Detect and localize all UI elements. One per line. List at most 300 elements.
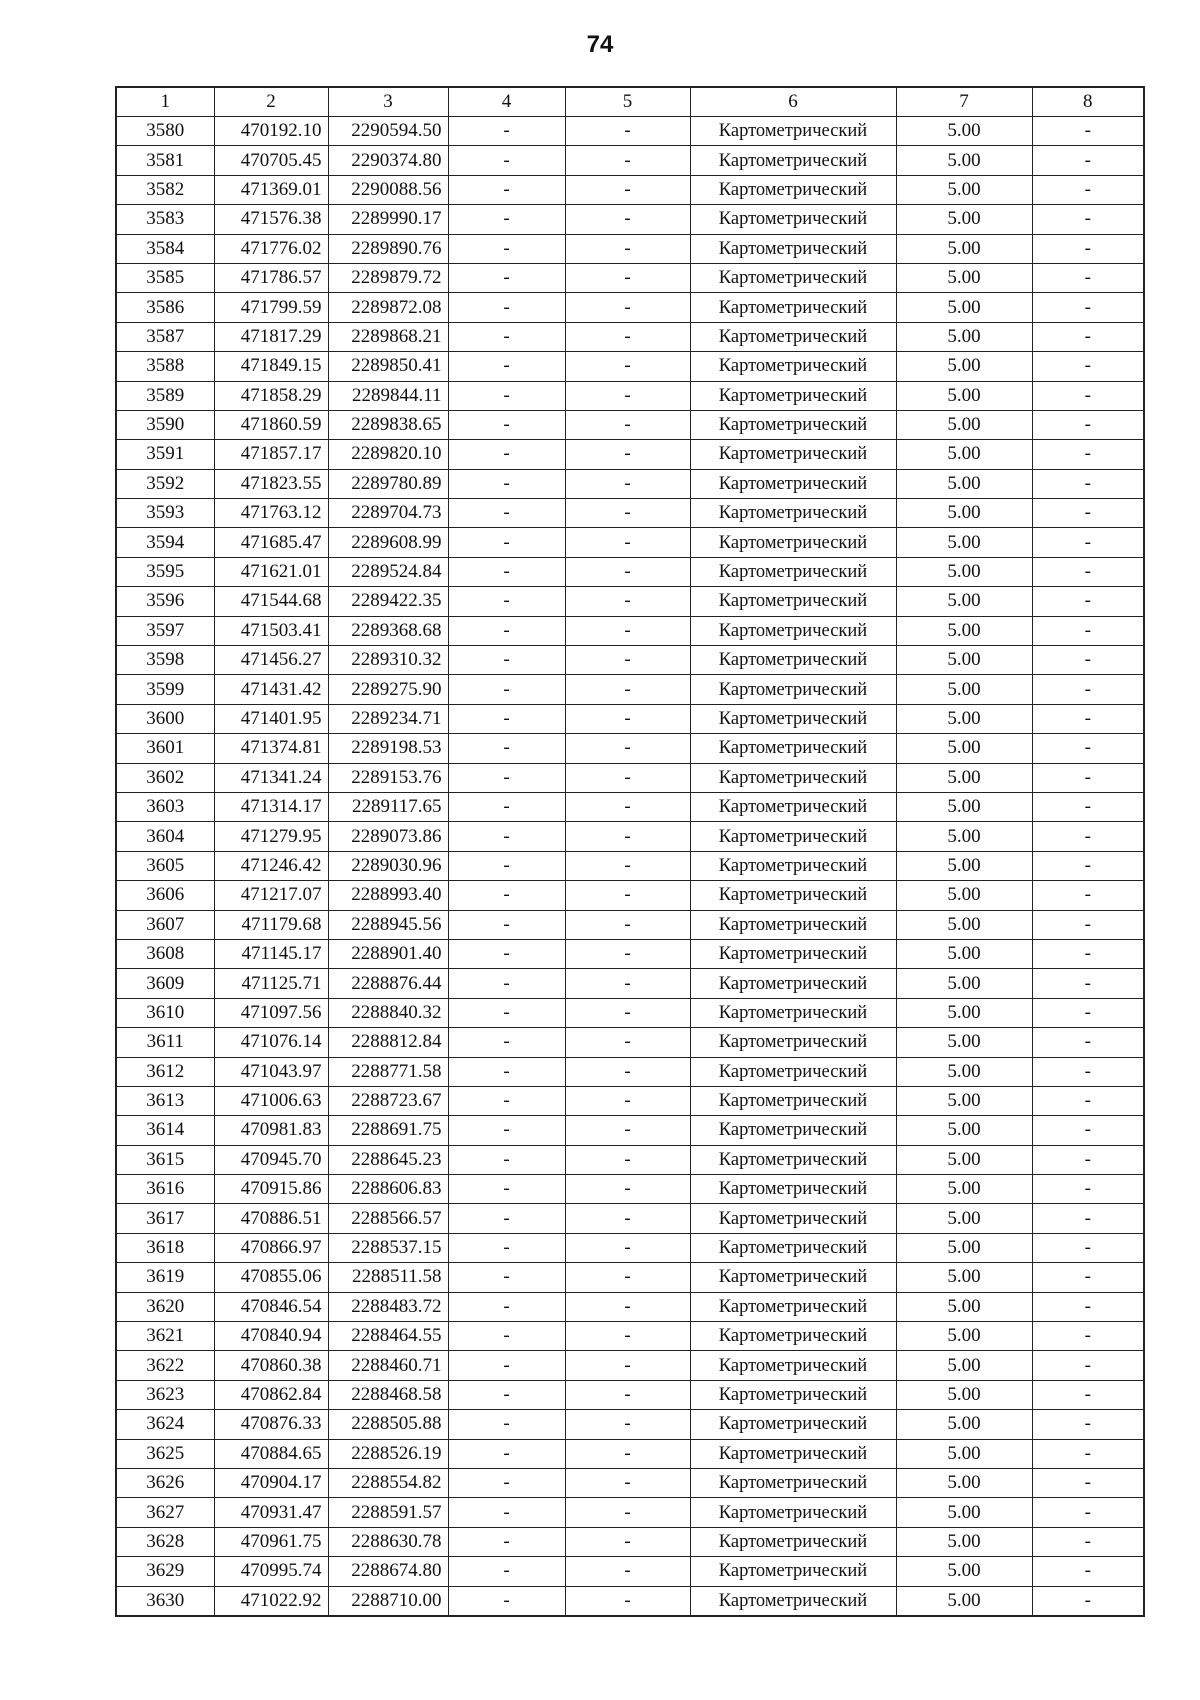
table-row	[116, 352, 1144, 381]
column-8-cell: -	[1032, 469, 1144, 498]
y-coordinate-cell: 2288691.75	[328, 1116, 448, 1145]
column-4-cell: -	[448, 117, 565, 146]
column-8-cell: -	[1032, 1410, 1144, 1439]
table-row	[116, 322, 1144, 351]
column-4-cell: -	[448, 675, 565, 704]
y-coordinate-cell: 2288606.83	[328, 1175, 448, 1204]
x-coordinate-cell: 471341.24	[214, 763, 328, 792]
x-coordinate-cell: 470840.94	[214, 1322, 328, 1351]
column-8-cell: -	[1032, 1175, 1144, 1204]
y-coordinate-cell: 2288645.23	[328, 1145, 448, 1174]
table-row	[116, 1292, 1144, 1321]
column-4-cell: -	[448, 1468, 565, 1497]
table-row	[116, 646, 1144, 675]
accuracy-cell: 5.00	[896, 440, 1032, 469]
point-number-cell: 3627	[116, 1498, 214, 1527]
table-row	[116, 557, 1144, 586]
y-coordinate-cell: 2288771.58	[328, 1057, 448, 1086]
table-row	[116, 675, 1144, 704]
x-coordinate-cell: 470995.74	[214, 1557, 328, 1586]
column-4-cell: -	[448, 1557, 565, 1586]
y-coordinate-cell: 2289030.96	[328, 851, 448, 880]
column-5-cell: -	[565, 499, 690, 528]
column-5-cell: -	[565, 1468, 690, 1497]
method-cell: Картометрический	[690, 1468, 896, 1497]
column-5-cell: -	[565, 293, 690, 322]
column-4-cell: -	[448, 175, 565, 204]
x-coordinate-cell: 471857.17	[214, 440, 328, 469]
accuracy-cell: 5.00	[896, 822, 1032, 851]
column-header: 5	[565, 87, 690, 117]
column-5-cell: -	[565, 1586, 690, 1616]
accuracy-cell: 5.00	[896, 1145, 1032, 1174]
column-header: 2	[214, 87, 328, 117]
y-coordinate-cell: 2289310.32	[328, 646, 448, 675]
x-coordinate-cell: 471544.68	[214, 587, 328, 616]
column-5-cell: -	[565, 440, 690, 469]
x-coordinate-cell: 471179.68	[214, 910, 328, 939]
method-cell: Картометрический	[690, 1410, 896, 1439]
accuracy-cell: 5.00	[896, 1116, 1032, 1145]
table-row	[116, 499, 1144, 528]
y-coordinate-cell: 2289838.65	[328, 410, 448, 439]
accuracy-cell: 5.00	[896, 969, 1032, 998]
x-coordinate-cell: 471763.12	[214, 499, 328, 528]
column-4-cell: -	[448, 557, 565, 586]
column-5-cell: -	[565, 1380, 690, 1409]
x-coordinate-cell: 470915.86	[214, 1175, 328, 1204]
x-coordinate-cell: 470886.51	[214, 1204, 328, 1233]
table-row	[116, 1145, 1144, 1174]
column-5-cell: -	[565, 1116, 690, 1145]
table-row	[116, 528, 1144, 557]
point-number-cell: 3581	[116, 146, 214, 175]
point-number-cell: 3599	[116, 675, 214, 704]
x-coordinate-cell: 471125.71	[214, 969, 328, 998]
table-row	[116, 910, 1144, 939]
x-coordinate-cell: 471097.56	[214, 998, 328, 1027]
method-cell: Картометрический	[690, 440, 896, 469]
point-number-cell: 3614	[116, 1116, 214, 1145]
method-cell: Картометрический	[690, 499, 896, 528]
column-4-cell: -	[448, 792, 565, 821]
method-cell: Картометрический	[690, 734, 896, 763]
column-5-cell: -	[565, 1557, 690, 1586]
point-number-cell: 3595	[116, 557, 214, 586]
column-4-cell: -	[448, 1204, 565, 1233]
x-coordinate-cell: 471006.63	[214, 1086, 328, 1115]
column-8-cell: -	[1032, 1204, 1144, 1233]
point-number-cell: 3605	[116, 851, 214, 880]
column-5-cell: -	[565, 587, 690, 616]
accuracy-cell: 5.00	[896, 1233, 1032, 1262]
y-coordinate-cell: 2288630.78	[328, 1527, 448, 1556]
column-8-cell: -	[1032, 1351, 1144, 1380]
method-cell: Картометрический	[690, 557, 896, 586]
y-coordinate-cell: 2289198.53	[328, 734, 448, 763]
point-number-cell: 3609	[116, 969, 214, 998]
column-4-cell: -	[448, 881, 565, 910]
column-5-cell: -	[565, 1292, 690, 1321]
point-number-cell: 3602	[116, 763, 214, 792]
column-8-cell: -	[1032, 1498, 1144, 1527]
column-4-cell: -	[448, 410, 565, 439]
y-coordinate-cell: 2288464.55	[328, 1322, 448, 1351]
y-coordinate-cell: 2289872.08	[328, 293, 448, 322]
method-cell: Картометрический	[690, 1557, 896, 1586]
column-5-cell: -	[565, 146, 690, 175]
method-cell: Картометрический	[690, 234, 896, 263]
method-cell: Картометрический	[690, 1322, 896, 1351]
y-coordinate-cell: 2288876.44	[328, 969, 448, 998]
column-4-cell: -	[448, 469, 565, 498]
table-row	[116, 851, 1144, 880]
method-cell: Картометрический	[690, 910, 896, 939]
x-coordinate-cell: 471022.92	[214, 1586, 328, 1616]
accuracy-cell: 5.00	[896, 1468, 1032, 1497]
accuracy-cell: 5.00	[896, 851, 1032, 880]
column-4-cell: -	[448, 499, 565, 528]
x-coordinate-cell: 471860.59	[214, 410, 328, 439]
table-row	[116, 969, 1144, 998]
point-number-cell: 3620	[116, 1292, 214, 1321]
column-5-cell: -	[565, 175, 690, 204]
method-cell: Картометрический	[690, 1586, 896, 1616]
table-row	[116, 117, 1144, 146]
point-number-cell: 3593	[116, 499, 214, 528]
column-4-cell: -	[448, 1145, 565, 1174]
accuracy-cell: 5.00	[896, 881, 1032, 910]
x-coordinate-cell: 471817.29	[214, 322, 328, 351]
column-8-cell: -	[1032, 117, 1144, 146]
accuracy-cell: 5.00	[896, 146, 1032, 175]
x-coordinate-cell: 471858.29	[214, 381, 328, 410]
column-8-cell: -	[1032, 1468, 1144, 1497]
column-4-cell: -	[448, 1116, 565, 1145]
column-5-cell: -	[565, 322, 690, 351]
table-row	[116, 1439, 1144, 1468]
column-4-cell: -	[448, 1439, 565, 1468]
column-4-cell: -	[448, 1028, 565, 1057]
x-coordinate-cell: 471823.55	[214, 469, 328, 498]
y-coordinate-cell: 2288468.58	[328, 1380, 448, 1409]
column-4-cell: -	[448, 616, 565, 645]
table-row	[116, 469, 1144, 498]
accuracy-cell: 5.00	[896, 352, 1032, 381]
column-8-cell: -	[1032, 763, 1144, 792]
point-number-cell: 3582	[116, 175, 214, 204]
accuracy-cell: 5.00	[896, 410, 1032, 439]
column-8-cell: -	[1032, 1263, 1144, 1292]
y-coordinate-cell: 2288723.67	[328, 1086, 448, 1115]
point-number-cell: 3624	[116, 1410, 214, 1439]
column-5-cell: -	[565, 881, 690, 910]
method-cell: Картометрический	[690, 146, 896, 175]
x-coordinate-cell: 471043.97	[214, 1057, 328, 1086]
method-cell: Картометрический	[690, 998, 896, 1027]
table-row	[116, 263, 1144, 292]
column-8-cell: -	[1032, 822, 1144, 851]
column-8-cell: -	[1032, 1322, 1144, 1351]
y-coordinate-cell: 2289990.17	[328, 205, 448, 234]
x-coordinate-cell: 470705.45	[214, 146, 328, 175]
y-coordinate-cell: 2288674.80	[328, 1557, 448, 1586]
point-number-cell: 3589	[116, 381, 214, 410]
column-4-cell: -	[448, 939, 565, 968]
x-coordinate-cell: 471685.47	[214, 528, 328, 557]
table-row	[116, 734, 1144, 763]
column-4-cell: -	[448, 704, 565, 733]
table-row	[116, 1586, 1144, 1616]
y-coordinate-cell: 2288993.40	[328, 881, 448, 910]
y-coordinate-cell: 2289868.21	[328, 322, 448, 351]
column-header: 8	[1032, 87, 1144, 117]
table-row	[116, 587, 1144, 616]
method-cell: Картометрический	[690, 1351, 896, 1380]
x-coordinate-cell: 470862.84	[214, 1380, 328, 1409]
column-5-cell: -	[565, 939, 690, 968]
point-number-cell: 3583	[116, 205, 214, 234]
point-number-cell: 3596	[116, 587, 214, 616]
y-coordinate-cell: 2288460.71	[328, 1351, 448, 1380]
method-cell: Картометрический	[690, 704, 896, 733]
y-coordinate-cell: 2289153.76	[328, 763, 448, 792]
column-4-cell: -	[448, 381, 565, 410]
accuracy-cell: 5.00	[896, 1028, 1032, 1057]
method-cell: Картометрический	[690, 822, 896, 851]
point-number-cell: 3584	[116, 234, 214, 263]
column-8-cell: -	[1032, 616, 1144, 645]
accuracy-cell: 5.00	[896, 499, 1032, 528]
accuracy-cell: 5.00	[896, 998, 1032, 1027]
column-8-cell: -	[1032, 1527, 1144, 1556]
column-8-cell: -	[1032, 410, 1144, 439]
point-number-cell: 3622	[116, 1351, 214, 1380]
column-8-cell: -	[1032, 1380, 1144, 1409]
column-8-cell: -	[1032, 792, 1144, 821]
x-coordinate-cell: 471776.02	[214, 234, 328, 263]
column-5-cell: -	[565, 1439, 690, 1468]
column-8-cell: -	[1032, 528, 1144, 557]
method-cell: Картометрический	[690, 205, 896, 234]
x-coordinate-cell: 470884.65	[214, 1439, 328, 1468]
column-5-cell: -	[565, 969, 690, 998]
column-4-cell: -	[448, 293, 565, 322]
column-8-cell: -	[1032, 646, 1144, 675]
accuracy-cell: 5.00	[896, 1263, 1032, 1292]
y-coordinate-cell: 2289275.90	[328, 675, 448, 704]
accuracy-cell: 5.00	[896, 587, 1032, 616]
point-number-cell: 3610	[116, 998, 214, 1027]
y-coordinate-cell: 2290374.80	[328, 146, 448, 175]
point-number-cell: 3587	[116, 322, 214, 351]
table-row	[116, 1351, 1144, 1380]
column-8-cell: -	[1032, 881, 1144, 910]
x-coordinate-cell: 470945.70	[214, 1145, 328, 1174]
x-coordinate-cell: 471374.81	[214, 734, 328, 763]
y-coordinate-cell: 2289780.89	[328, 469, 448, 498]
table-row	[116, 381, 1144, 410]
table-row	[116, 1410, 1144, 1439]
method-cell: Картометрический	[690, 352, 896, 381]
x-coordinate-cell: 470855.06	[214, 1263, 328, 1292]
x-coordinate-cell: 470846.54	[214, 1292, 328, 1321]
x-coordinate-cell: 471503.41	[214, 616, 328, 645]
column-4-cell: -	[448, 1351, 565, 1380]
method-cell: Картометрический	[690, 1527, 896, 1556]
table-body	[116, 117, 1144, 1616]
accuracy-cell: 5.00	[896, 616, 1032, 645]
x-coordinate-cell: 470866.97	[214, 1233, 328, 1262]
column-4-cell: -	[448, 734, 565, 763]
accuracy-cell: 5.00	[896, 293, 1032, 322]
column-8-cell: -	[1032, 1292, 1144, 1321]
column-4-cell: -	[448, 1410, 565, 1439]
table-row	[116, 822, 1144, 851]
method-cell: Картометрический	[690, 881, 896, 910]
column-8-cell: -	[1032, 557, 1144, 586]
point-number-cell: 3590	[116, 410, 214, 439]
x-coordinate-cell: 471279.95	[214, 822, 328, 851]
table-row	[116, 1057, 1144, 1086]
column-5-cell: -	[565, 1057, 690, 1086]
x-coordinate-cell: 471076.14	[214, 1028, 328, 1057]
accuracy-cell: 5.00	[896, 1498, 1032, 1527]
column-4-cell: -	[448, 205, 565, 234]
point-number-cell: 3612	[116, 1057, 214, 1086]
table-row	[116, 1527, 1144, 1556]
column-5-cell: -	[565, 1028, 690, 1057]
column-8-cell: -	[1032, 1028, 1144, 1057]
column-header: 1	[116, 87, 214, 117]
table-row	[116, 175, 1144, 204]
column-5-cell: -	[565, 646, 690, 675]
table-row	[116, 763, 1144, 792]
x-coordinate-cell: 471314.17	[214, 792, 328, 821]
table-row	[116, 616, 1144, 645]
accuracy-cell: 5.00	[896, 1410, 1032, 1439]
column-4-cell: -	[448, 1086, 565, 1115]
column-4-cell: -	[448, 1263, 565, 1292]
column-8-cell: -	[1032, 263, 1144, 292]
y-coordinate-cell: 2288901.40	[328, 939, 448, 968]
column-8-cell: -	[1032, 352, 1144, 381]
column-4-cell: -	[448, 998, 565, 1027]
column-4-cell: -	[448, 763, 565, 792]
accuracy-cell: 5.00	[896, 1380, 1032, 1409]
accuracy-cell: 5.00	[896, 1086, 1032, 1115]
method-cell: Картометрический	[690, 792, 896, 821]
table-row	[116, 1263, 1144, 1292]
x-coordinate-cell: 471786.57	[214, 263, 328, 292]
accuracy-cell: 5.00	[896, 234, 1032, 263]
method-cell: Картометрический	[690, 1175, 896, 1204]
column-header: 6	[690, 87, 896, 117]
column-8-cell: -	[1032, 1586, 1144, 1616]
table-row	[116, 1380, 1144, 1409]
point-number-cell: 3623	[116, 1380, 214, 1409]
accuracy-cell: 5.00	[896, 1175, 1032, 1204]
accuracy-cell: 5.00	[896, 1292, 1032, 1321]
table-row	[116, 1233, 1144, 1262]
point-number-cell: 3611	[116, 1028, 214, 1057]
method-cell: Картометрический	[690, 1116, 896, 1145]
column-5-cell: -	[565, 1145, 690, 1174]
accuracy-cell: 5.00	[896, 205, 1032, 234]
column-8-cell: -	[1032, 1233, 1144, 1262]
accuracy-cell: 5.00	[896, 469, 1032, 498]
accuracy-cell: 5.00	[896, 675, 1032, 704]
column-4-cell: -	[448, 1292, 565, 1321]
method-cell: Картометрический	[690, 1086, 896, 1115]
x-coordinate-cell: 471369.01	[214, 175, 328, 204]
column-4-cell: -	[448, 528, 565, 557]
method-cell: Картометрический	[690, 469, 896, 498]
column-8-cell: -	[1032, 998, 1144, 1027]
x-coordinate-cell: 470876.33	[214, 1410, 328, 1439]
column-5-cell: -	[565, 410, 690, 439]
column-5-cell: -	[565, 763, 690, 792]
column-5-cell: -	[565, 263, 690, 292]
point-number-cell: 3608	[116, 939, 214, 968]
accuracy-cell: 5.00	[896, 557, 1032, 586]
y-coordinate-cell: 2289850.41	[328, 352, 448, 381]
column-8-cell: -	[1032, 734, 1144, 763]
column-5-cell: -	[565, 1086, 690, 1115]
point-number-cell: 3626	[116, 1468, 214, 1497]
x-coordinate-cell: 471849.15	[214, 352, 328, 381]
column-5-cell: -	[565, 1527, 690, 1556]
column-5-cell: -	[565, 117, 690, 146]
point-number-cell: 3629	[116, 1557, 214, 1586]
table-row	[116, 881, 1144, 910]
column-5-cell: -	[565, 792, 690, 821]
x-coordinate-cell: 471145.17	[214, 939, 328, 968]
column-5-cell: -	[565, 1204, 690, 1233]
y-coordinate-cell: 2288710.00	[328, 1586, 448, 1616]
column-4-cell: -	[448, 234, 565, 263]
table-row	[116, 1028, 1144, 1057]
accuracy-cell: 5.00	[896, 704, 1032, 733]
column-8-cell: -	[1032, 322, 1144, 351]
column-8-cell: -	[1032, 440, 1144, 469]
method-cell: Картометрический	[690, 1204, 896, 1233]
point-number-cell: 3625	[116, 1439, 214, 1468]
column-5-cell: -	[565, 528, 690, 557]
method-cell: Картометрический	[690, 1028, 896, 1057]
accuracy-cell: 5.00	[896, 117, 1032, 146]
method-cell: Картометрический	[690, 263, 896, 292]
method-cell: Картометрический	[690, 675, 896, 704]
column-5-cell: -	[565, 557, 690, 586]
table-row	[116, 146, 1144, 175]
column-4-cell: -	[448, 322, 565, 351]
y-coordinate-cell: 2288566.57	[328, 1204, 448, 1233]
method-cell: Картометрический	[690, 587, 896, 616]
x-coordinate-cell: 470860.38	[214, 1351, 328, 1380]
column-8-cell: -	[1032, 381, 1144, 410]
x-coordinate-cell: 470192.10	[214, 117, 328, 146]
y-coordinate-cell: 2289608.99	[328, 528, 448, 557]
column-4-cell: -	[448, 587, 565, 616]
method-cell: Картометрический	[690, 851, 896, 880]
point-number-cell: 3604	[116, 822, 214, 851]
y-coordinate-cell: 2288840.32	[328, 998, 448, 1027]
column-8-cell: -	[1032, 704, 1144, 733]
method-cell: Картометрический	[690, 1145, 896, 1174]
y-coordinate-cell: 2289890.76	[328, 234, 448, 263]
point-number-cell: 3594	[116, 528, 214, 557]
